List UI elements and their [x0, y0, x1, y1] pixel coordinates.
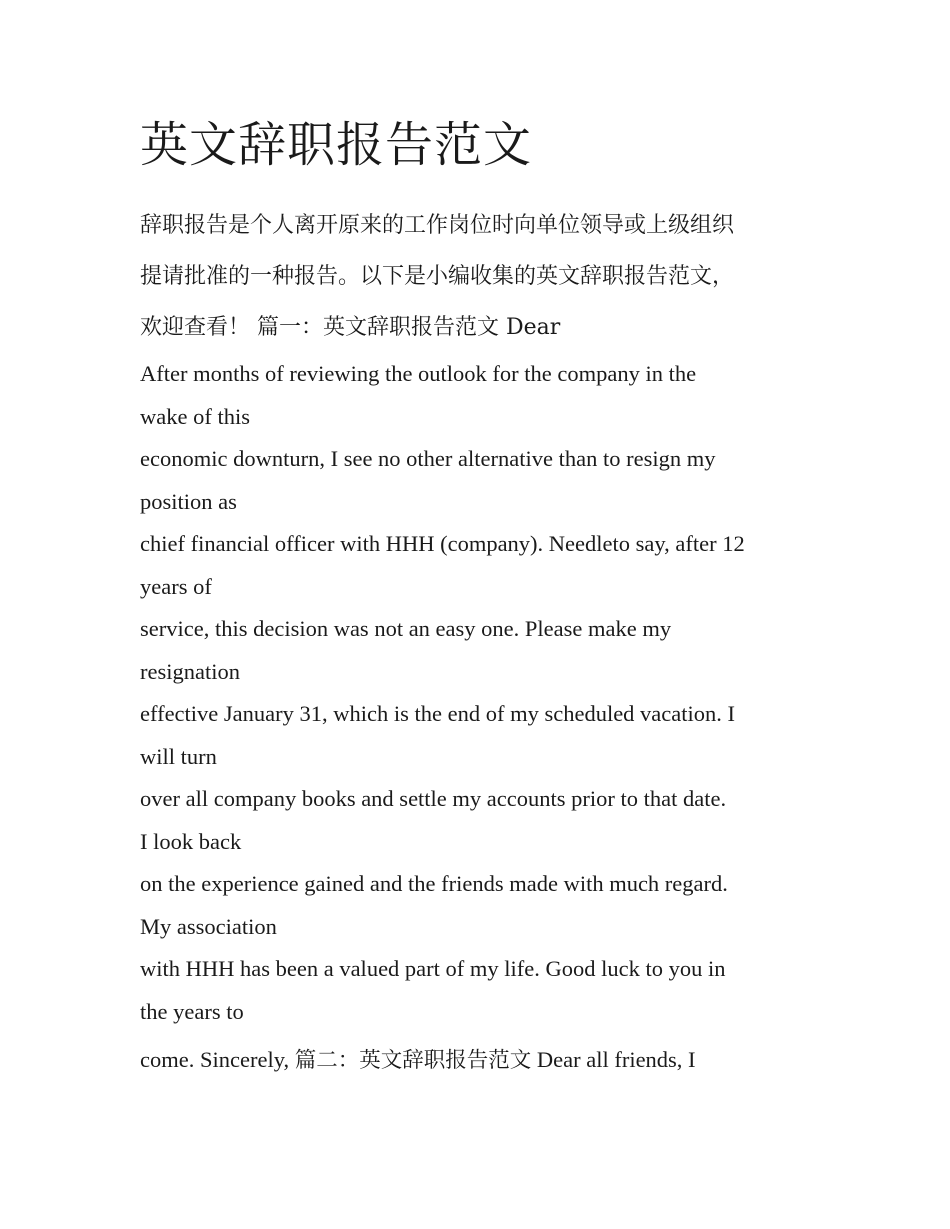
body-line: over all company books and settle my accounts prior to that date.	[140, 786, 727, 811]
body-line: service, this decision was not an easy one. Please make my	[140, 616, 672, 641]
body-line: economic downturn, I see no other alternative than to resign my	[140, 446, 716, 471]
body-line: My association	[140, 913, 277, 939]
body-line: resignation	[140, 658, 240, 684]
intro-line: 欢迎查看！ 篇一：英文辞职报告范文 Dear	[140, 315, 561, 340]
closing-text: come. Sincerely,	[140, 1047, 295, 1072]
body-line: with HHH has been a valued part of my life. Good luck to you in	[140, 956, 726, 981]
document-title: 英文辞职报告范文	[140, 117, 533, 173]
body-line: effective January 31, which is the end of my scheduled vacation. I	[140, 701, 736, 726]
intro-paragraph	[140, 200, 820, 353]
body-line: on the experience gained and the friends made with much regard.	[140, 871, 728, 896]
body-line: will turn	[140, 743, 217, 769]
body-line: the years to	[140, 998, 244, 1024]
closing-line	[140, 1039, 820, 1083]
salutation-text: Dear all friends, I	[531, 1047, 696, 1072]
body-line: wake of this	[140, 403, 250, 429]
body-line: years of	[140, 573, 212, 599]
body-line: position as	[140, 488, 237, 514]
body-line: After months of reviewing the outlook for the company in the	[140, 361, 697, 386]
intro-line: 提请批准的一种报告。以下是小编收集的英文辞职报告范文，	[140, 264, 735, 289]
body-line: chief financial officer with HHH (company). Needleto say, after 12	[140, 531, 745, 556]
letter-body	[140, 353, 820, 1083]
section-heading-two: 篇二：英文辞职报告范文	[294, 1048, 532, 1073]
body-line: I look back	[140, 828, 242, 854]
document-page	[140, 112, 820, 1083]
intro-line: 辞职报告是个人离开原来的工作岗位时向单位领导或上级组织	[140, 213, 735, 238]
